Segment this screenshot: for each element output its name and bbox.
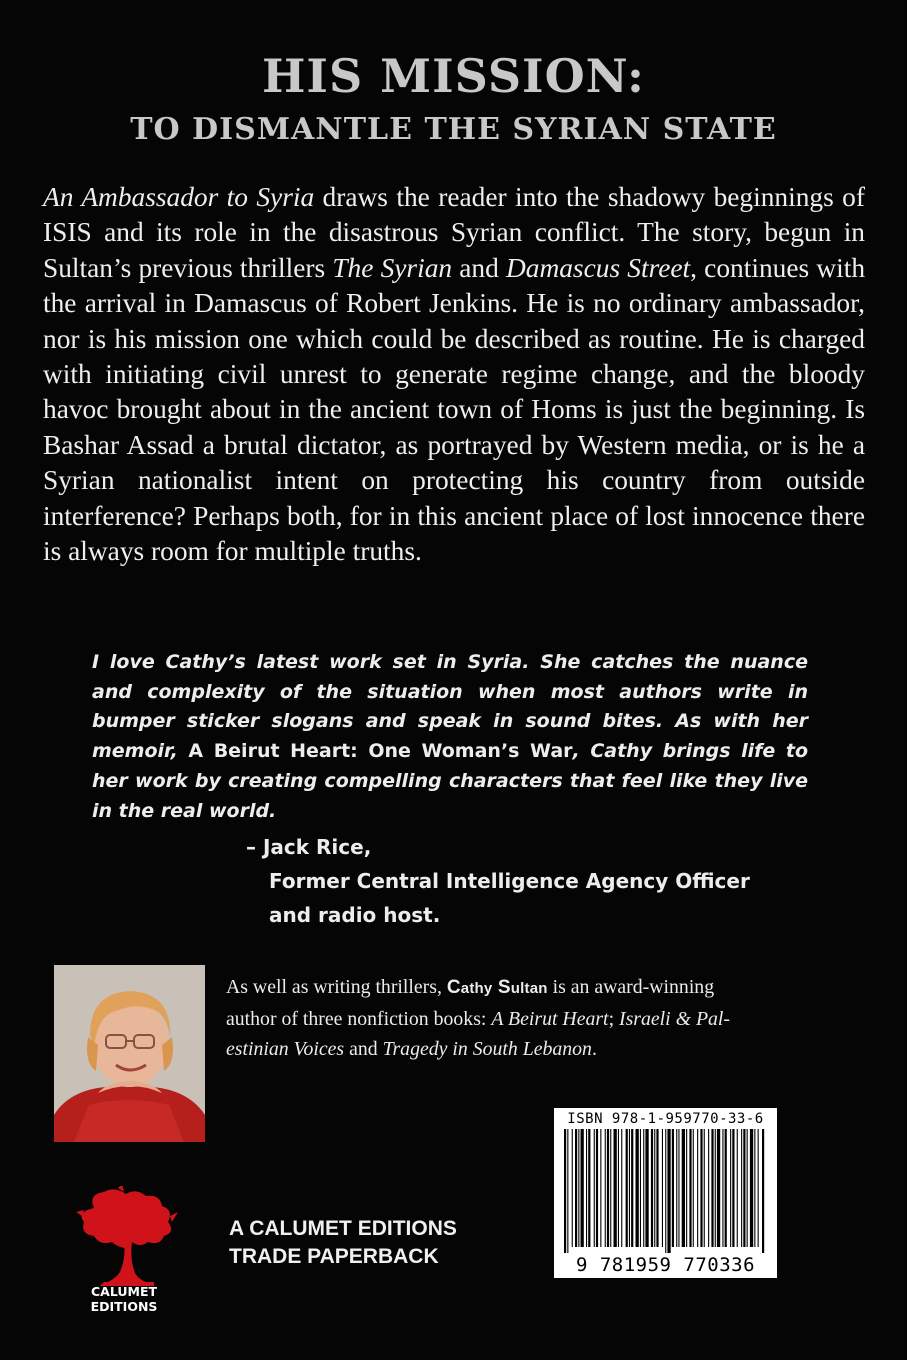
barcode-bar [645,1129,648,1247]
barcode-bar [754,1129,755,1247]
barcode-bar [762,1129,764,1253]
barcode-bar [588,1129,590,1247]
barcode-bar [626,1129,628,1247]
blurb-text-1: draws the reader into the shadowy beginnings of ISIS and its role in the disastrous Syrian conflict. The story, begun in Sultan’s previous thrillers [43,182,865,283]
barcode-bar [743,1129,745,1247]
barcode-number: 9 781959 770336 [575,1254,756,1276]
barcode-bar [747,1129,748,1247]
barcode-bar [651,1129,653,1247]
barcode-bar [689,1129,691,1247]
barcode-bar [600,1129,601,1247]
barcode-bar [605,1129,606,1247]
barcode-bar [737,1129,738,1247]
barcode-bar [594,1129,595,1247]
quote-text-1: I love Cathy’s latest work set in Syria. She catches the nuance and complexity of the situation when most authors write in bumper sticker slogans and speak in sound bites. As with her memoir, [92,651,808,763]
barcode-bar [564,1129,566,1253]
author-first-initial: C [446,977,461,998]
barcode-bar [662,1129,663,1247]
author-bio [226,972,766,1064]
publisher-logo-text [64,1284,184,1314]
barcode-bar [686,1129,687,1247]
headline-line-2: TO DISMANTLE THE SYRIAN STATE [130,112,777,147]
barcode-bar [758,1129,759,1247]
barcode-bar [700,1129,702,1247]
author-photo [54,965,205,1142]
barcode-bar [581,1129,584,1247]
bio-book-2: Israeli & Pal-estinian Voices [226,1008,730,1060]
calumet-tree-logo-icon [74,1186,179,1286]
barcode-bar [732,1129,734,1247]
barcode-bar [750,1129,753,1247]
quote-text-2: , Cathy brings life to her work by creating compelling characters that feel like they live in the real world. [92,740,809,822]
attribution-name: – Jack Rice, [246,835,372,859]
endorsement-quote [92,648,808,826]
bio-author-name [447,977,548,998]
barcode-bar [741,1129,742,1247]
barcode-bar [621,1129,622,1247]
barcode-bar [722,1129,723,1247]
barcode-bar [672,1129,674,1247]
barcode-bar [618,1129,619,1247]
barcode-bar [578,1129,579,1247]
isbn-label: ISBN 978-1-959770-33-6 [567,1111,764,1127]
barcode-bar [586,1129,587,1247]
barcode-bar [610,1129,611,1247]
barcode-bar [711,1129,713,1247]
blurb-book-2: Damascus Street [505,252,691,283]
barcode-bar [614,1129,617,1247]
barcode-bar [596,1129,598,1247]
author-last-rest: ultan [510,980,548,997]
barcode-bar [575,1129,577,1247]
barcode-bar [704,1129,705,1247]
blurb-and: and [452,252,506,283]
barcode-bar [654,1129,655,1247]
barcode-bar [676,1129,677,1247]
isbn-barcode [554,1108,777,1278]
barcode-bar [629,1129,630,1247]
barcode-bar [636,1129,639,1247]
trade-paperback-label [229,1215,457,1271]
barcode-bar [607,1129,609,1247]
headline-line-1: HIS MISSION: [261,49,646,103]
barcode-bar [572,1129,573,1247]
barcode-bar [665,1129,666,1253]
barcode-bars-icon [562,1129,769,1253]
barcode-bar [656,1129,658,1247]
author-portrait-illustration [54,965,205,1142]
endorsement-attribution [246,830,750,932]
barcode-bar [667,1129,670,1253]
book-blurb [43,180,865,569]
trade-line-2: TRADE PAPERBACK [229,1245,439,1268]
bio-book-3: Tragedy in South Lebanon [382,1038,592,1060]
bio-intro: As well as writing thrillers, [226,976,447,998]
barcode-bar [717,1129,720,1247]
blurb-book-1: The Syrian [332,252,453,283]
attribution-role-2: and radio host. [269,903,441,927]
blurb-text-2: , continues with the arrival in Damascus of Robert Jenkins. He is no ordinary ambassador, nor is his mission one which could be described as routine. He is charged with initiating civil unrest to generate regime change, and the bloody havoc brought about in the ancient town of Homs is just the beginning. Is Bashar Assad a brutal dictator, as portrayed by Western media, or is he a Syrian nationalist intent on protecting his country from outside interference? Perhaps both, for in this ancient place of lost innocence there is always room for multiple truths. [43,252,866,567]
bio-text-1: is an award-winning author of three nonfiction books: [226,976,715,1030]
barcode-bar [697,1129,698,1247]
barcode-bar [730,1129,731,1247]
author-first-rest: athy [460,980,493,997]
barcode-bar [693,1129,694,1247]
bio-book-1: A Beirut Heart [491,1008,609,1030]
barcode-bar [725,1129,727,1247]
quote-memoir-title: A Beirut Heart: One Woman’s War [188,740,573,763]
barcode-bar [678,1129,679,1247]
logo-line-1: CALUMET [90,1284,158,1299]
back-cover-headline [0,48,907,150]
bio-end: . [591,1038,597,1060]
barcode-bar [708,1129,709,1247]
logo-line-2: EDITIONS [90,1299,158,1314]
bio-separator-1: ; [608,1008,620,1030]
barcode-bar [643,1129,644,1247]
blurb-title: An Ambassador to Syria [43,182,315,212]
attribution-role-1: Former Central Intelligence Agency Officer [269,869,750,893]
barcode-bar [640,1129,641,1247]
barcode-bar [715,1129,716,1247]
barcode-bar [631,1129,633,1247]
bio-separator-2: and [344,1038,383,1060]
trade-line-1: A CALUMET EDITIONS [229,1217,457,1240]
author-last-initial: S [497,977,511,998]
barcode-bar [567,1129,568,1253]
barcode-bar [682,1129,685,1247]
